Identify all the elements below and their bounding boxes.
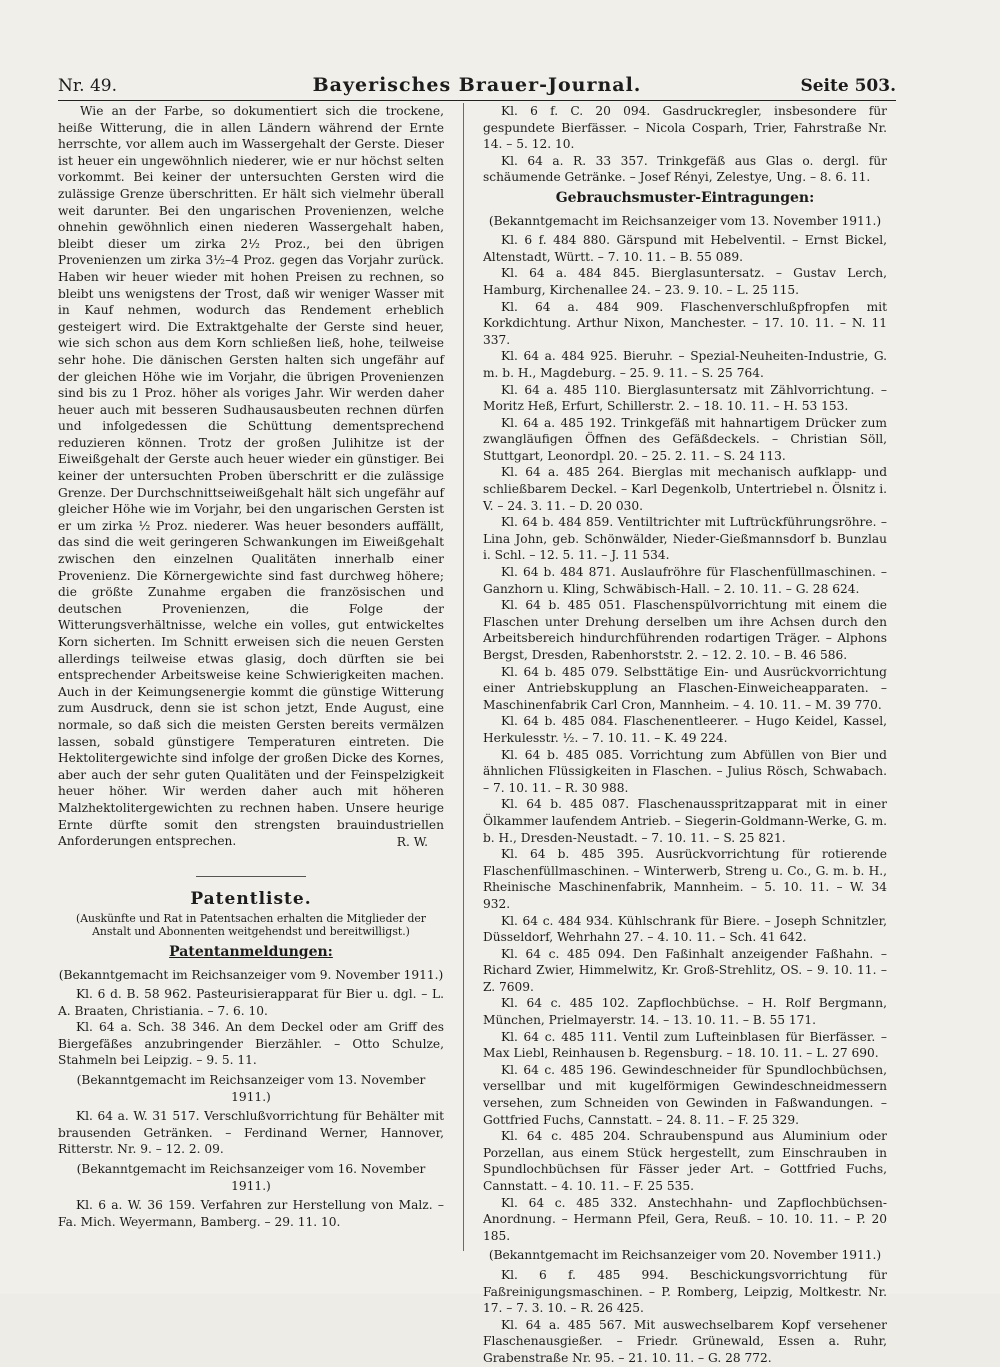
patent-applications-continued [483, 103, 887, 186]
page-number: Seite 503. [800, 76, 896, 96]
publication-notice: (Bekanntgemacht im Reichsanzeiger vom 9. November 1911.) [58, 967, 444, 982]
patent-entry: Kl. 64 b. 484 871. Auslaufröhre für Flaschenfüllmaschinen. – Ganzhorn u. Kling, Schwäbisch-Hall. – 2. 10. 11. – G. 28 624. [483, 565, 887, 596]
left-column [58, 103, 444, 1230]
utility-models-title: Gebrauchsmuster-Eintragungen: [555, 189, 815, 206]
patent-entry: Kl. 64 a. W. 31 517. Verschlußvorrichtung für Behälter mit brausenden Getränken. – Ferdinand Werner, Hannover, Ritterstr. Nr. 9. – 12. 2. 09. [58, 1109, 444, 1157]
patent-entry: Kl. 64 a. 485 264. Bierglas mit mechanisch aufklapp- und schließbarem Deckel. – Karl Degenkolb, Untertriebel n. Ölsnitz i. V. – 24. 3. 11. – D. 20 030. [483, 465, 887, 513]
patent-entry: Kl. 64 c. 484 934. Kühlschrank für Biere. – Joseph Schnitzler, Düsseldorf, Wehrhahn 27. – 4. 10. 11. – Sch. 41 642. [483, 913, 887, 945]
patent-entry: Kl. 64 c. 485 196. Gewindeschneider für Spundlochbüchsen, versellbar und mit kugelförmigen Gewindeschneidmessern versehen, zum Schneiden von Gewinden in Faßwandungen. – Gottfried Fuchs, Cannstatt. – 24. 8. 11. – F. 25 329. [483, 1062, 887, 1127]
patent-entry: Kl. 64 c. 485 102. Zapflochbüchse. – H. Rolf Bergmann, München, Prielmayerstr. 14. – 13. 10. 11. – B. 55 171. [483, 996, 887, 1028]
patent-entry: Kl. 6 f. 484 880. Gärspund mit Hebelventil. – Ernst Bickel, Altenstadt, Württ. – 7. 10. 11. – B. 55 089. [483, 233, 887, 264]
journal-title: Bayerisches Brauer-Journal. [312, 74, 642, 96]
patent-entry: Kl. 64 a. 485 110. Bierglasuntersatz mit Zählvorrichtung. – Moritz Heß, Erfurt, Schillerstr. 2. – 18. 10. 11. – H. 53 153. [483, 382, 887, 414]
patent-entry: Kl. 64 a. R. 33 357. Trinkgefäß aus Glas o. dergl. für schäumende Getränke. – Josef Rényi, Zelestye, Ung. – 8. 6. 11. [483, 153, 887, 185]
patent-entry: Kl. 64 b. 485 051. Flaschenspülvorrichtung mit einem die Flaschen unter Drehung derselben um ihre Achsen durch den Arbeitsbereich hindurchführenden rodartigen Träger. – Alphons Bergst, Dresden, Rabenhorststr. 2. – 12. 2. 10. – B. 46 586. [483, 598, 887, 662]
patent-entry: Kl. 64 a. 485 192. Trinkgefäß mit hahnartigem Drücker zum zwangläufigen Öffnen des Gefäßdeckels. – Christian Söll, Stuttgart, Leonordpl. 20. – 25. 2. 11. – S. 24 113. [483, 415, 887, 463]
patent-entry: Kl. 64 b. 485 084. Flaschenentleerer. – Hugo Keidel, Kassel, Herkulesstr. ½. – 7. 10. 11. – K. 49 224. [483, 714, 887, 745]
publication-notice: (Bekanntgemacht im Reichsanzeiger vom 13. November 1911.) [76, 1073, 426, 1104]
article-body: Wie an der Farbe, so dokumentiert sich die trockene, heiße Witterung, die in allen Ländern während der Ernte herrschte, vor allem auch im Wassergehalt der Gerste. Dieser ist heuer ein ungewöhnlich niederer, wie er nur höchst selten vorkommt. Bei keiner der untersuchten Gersten wird die zulässige Grenze überschritten. Er hält sich vielmehr überall weit darunter. Bei den ungarischen Provenienzen, welche ohnehin gewöhnlich einen niederen Wassergehalt haben, bleibt dieser um zirka 2½ Proz., bei den übrigen Provenienzen um zirka 3½–4 Proz. gegen das Vorjahr zurück. Haben wir heuer wieder mit hohen Preisen zu rechnen, so bleibt uns wenigstens der Trost, daß wir weniger Wasser mit in Kauf nehmen, wodurch das Rendement erheblich gesteigert wird. Die Extraktgehalte der Gerste sind heuer, wie sich schon aus dem Korn schließen ließ, hohe, teilweise sehr hohe. Die dänischen Gersten halten sich ungefähr auf der gleichen Höhe wie im Vorjahr, die übrigen Provenienzen sind bis zu 1 Proz. höher als voriges Jahr. Wir werden daher heuer auch mit besseren Sudhausausbeuten rechnen dürfen und infolgedessen die Schüttung dementsprechend reduzieren können. Trotz der großen Julihitze ist der Eiweißgehalt der Gerste auch heuer wieder ein günstiger. Bei keiner der untersuchten Proben überschritt er die zulässige Grenze. Der Durchschnittseiweißgehalt hält sich ungefähr auf gleicher Höhe wie im Vorjahr, bei den ungarischen Gersten ist er um zirka ½ Proz. niederer. Was heuer besonders auffällt, das sind die weit geringeren Schwankungen im Eiweißgehalt zwischen den einzelnen Qualitäten innerhalb einer Provenienz. Die Körnergewichte sind fast durchweg höhere; die größte Zunahme ergaben die französischen und deutschen Provenienzen, die Folge der Witterungsverhältnisse, welche ein volles, gut entwickeltes Korn sicherten. Im Schnitt erweisen sich die neuen Gersten allerdings teilweise etwas glasig, doch dürften sie bei entsprechender Arbeitsweise keine Schwierigkeiten machen. Auch in der Keimungsenergie kommt die günstige Witterung zum Ausdruck, denn sie ist schon jetzt, Ende August, eine normale, so daß sich die meisten Gersten bereits vermälzen lassen, sobald günstigere Temperaturen eintreten. Die Hektolitergewichte sind infolge der großen Dicke des Kornes, aber auch der sehr guten Qualitäten und der Feinspelzigkeit heuer höher. Wir werden daher auch mit höheren Malzhektolitergewichten zu rechnen haben. Unsere heurige Ernte dürfte somit den strengsten brauindustriellen Anforderungen entsprechen. [58, 104, 444, 849]
section-divider [196, 876, 306, 877]
patent-entry: Kl. 64 c. 485 204. Schraubenspund aus Aluminium oder Porzellan, aus einem Stück hergestellt, zum Einschrauben in Spundlochbüchsen für Fässer jeder Art. – Gottfried Fuchs, Cannstatt. – 4. 10. 11. – F. 25 535. [483, 1129, 887, 1193]
issue-number: Nr. 49. [58, 76, 117, 96]
patent-entry: Kl. 64 b. 485 087. Flaschenausspritzapparat mit in einer Ölkammer laufendem Antrieb. – Siegerin-Goldmann-Werke, G. m. b. H., Dresden-Neustadt. – 7. 10. 11. – S. 25 821. [483, 797, 887, 845]
patent-list-note: (Auskünfte und Rat in Patentsachen erhalten die Mitglieder der Anstalt und Abonnenten weitgehendst und bereitwilligst.) [76, 911, 426, 938]
patent-applications-title [58, 944, 444, 961]
utility-models-list [483, 213, 887, 1367]
patent-entry: Kl. 64 c. 485 111. Ventil zum Lufteinblasen für Bierfässer. – Max Liebl, Reinhausen b. Regensburg. – 18. 10. 11. – L. 27 690. [483, 1029, 887, 1061]
patent-entry: Kl. 64 a. Sch. 38 346. An dem Deckel oder am Griff des Biergefäßes anzubringender Bierzähler. – Otto Schulze, Stahmeln bei Leipzig. – 9. 5. 11. [58, 1020, 444, 1068]
patent-entry: Kl. 6 f. 485 994. Beschickungsvorrichtung für Faßreinigungsmaschinen. – P. Romberg, Leipzig, Moltkestr. Nr. 17. – 7. 3. 10. – R. 26 425. [483, 1267, 887, 1316]
patent-entry: Kl. 64 a. 484 909. Flaschenverschlußpfropfen mit Korkdichtung. Arthur Nixon, Manchester. – 17. 10. 11. – N. 11 337. [483, 299, 887, 347]
patent-entry: Kl. 64 c. 485 094. Den Faßinhalt anzeigender Faßhahn. – Richard Zwier, Himmelwitz, Kr. Groß-Strehlitz, OS. – 9. 10. 11. – Z. 7609. [483, 946, 887, 994]
patent-entry: Kl. 6 a. W. 36 159. Verfahren zur Herstellung von Malz. – Fa. Mich. Weyermann, Bamberg. – 29. 11. 10. [58, 1198, 444, 1229]
article-signature: R. W. [396, 834, 428, 849]
patent-entry: Kl. 64 b. 484 859. Ventiltrichter mit Luftrückführungsröhre. – Lina John, geb. Schönwälder, Nieder-Gießmannsdorf b. Bunzlau i. Schl. – 12. 5. 11. – J. 11 534. [483, 515, 887, 563]
publication-notice: (Bekanntgemacht im Reichsanzeiger vom 20. November 1911.) [488, 1248, 882, 1263]
patent-entry: Kl. 6 f. C. 20 094. Gasdruckregler, insbesondere für gespundete Bierfässer. – Nicola Cosparh, Trier, Fahrstraße Nr. 14. – 5. 12. 10. [483, 104, 887, 152]
publication-notice: (Bekanntgemacht im Reichsanzeiger vom 16. November 1911.) [76, 1162, 426, 1193]
patent-entry: Kl. 64 b. 485 079. Selbsttätige Ein- und Ausrückvorrichtung einer Antriebskupplung an Flaschen-Einweicheapparaten. – Maschinenfabrik Carl Cron, Mannheim. – 4. 10. 11. – M. 39 770. [483, 664, 887, 712]
patent-entry: Kl. 64 a. 484 925. Bieruhr. – Spezial-Neuheiten-Industrie, G. m. b. H., Magdeburg. – 25. 9. 11. – S. 25 764. [483, 349, 887, 380]
patent-entry: Kl. 64 a. 484 845. Bierglasuntersatz. – Gustav Lerch, Hamburg, Kirchenallee 24. – 23. 9. 10. – L. 25 115. [483, 266, 887, 297]
patent-entry: Kl. 64 a. 485 567. Mit auswechselbarem Kopf versehener Flaschenausgießer. – Friedr. Grünewald, Essen a. Ruhr, Grabenstraße Nr. 95. – 21. 10. 11. – G. 28 772. [483, 1317, 887, 1365]
patent-list-title: Patentliste. [190, 889, 312, 910]
publication-notice: (Bekanntgemacht im Reichsanzeiger vom 13. November 1911.) [488, 213, 882, 228]
patent-entry: Kl. 64 c. 485 332. Anstechhahn- und Zapflochbüchsen-Anordnung. – Hermann Pfeil, Gera, Reuß. – 10. 10. 11. – P. 20 185. [483, 1195, 887, 1243]
patent-entry: Kl. 64 b. 485 395. Ausrückvorrichtung für rotierende Flaschenfüllmaschinen. – Winterwerb, Streng u. Co., G. m. b. H., Rheinische Maschinenfabrik, Mannheim. – 5. 10. 11. – W. 34 932. [483, 847, 887, 911]
patent-entry: Kl. 64 b. 485 085. Vorrichtung zum Abfüllen von Bier und ähnlichen Flüssigkeiten in Flaschen. – Julius Rösch, Schwabach. – 7. 10. 11. – R. 30 988. [483, 747, 887, 795]
patent-applications-list [58, 967, 444, 1231]
patent-applications-title-text: Patentanmeldungen: [169, 943, 333, 960]
page-header [58, 74, 896, 101]
patent-entry: Kl. 6 d. B. 58 962. Pasteurisierapparat für Bier u. dgl. – L. A. Braaten, Christiania. – 7. 6. 10. [58, 987, 444, 1018]
right-column [483, 103, 887, 1367]
column-divider [463, 103, 464, 1251]
